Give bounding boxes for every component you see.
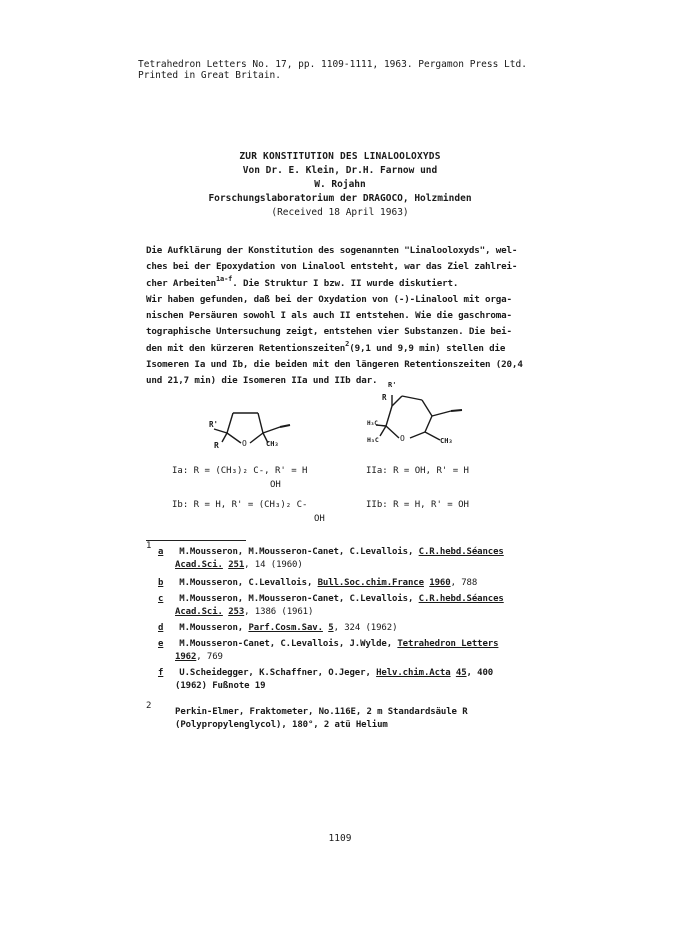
body-fragment: . Die Struktur I bzw. II wurde diskutiert.	[232, 277, 459, 289]
footnote-1f-cont: (1962) Fußnote 19	[175, 681, 266, 691]
footnote-authors: M.Mousseron, M.Mousseron-Canet, C.Levallois,	[179, 594, 419, 604]
body-line: und 21,7 min) die Isomeren IIa und IIb dar.	[146, 375, 378, 387]
footnote-1d	[158, 622, 397, 635]
footnote-1c-cont	[175, 606, 313, 619]
footnote-letter: f	[158, 668, 164, 678]
footnote-1c	[158, 593, 504, 606]
footnote-letter: e	[158, 639, 164, 649]
structure-II-R: R	[382, 393, 387, 402]
structure-II-methyl: CH₃	[440, 437, 453, 445]
body-line: Die Aufklärung der Konstitution des sogenannten "Linalooloxyds", wel-	[146, 245, 518, 256]
structure-I-ring	[214, 413, 290, 443]
footnote-1e	[158, 638, 498, 651]
footnote-journal: Bull.Soc.chim.France	[317, 578, 424, 588]
structure-I-R: R	[214, 441, 219, 450]
footnote-authors: U.Scheidegger, K.Schaffner, O.Jeger,	[179, 668, 377, 678]
isomer-Ia-hydroxyl: OH	[270, 480, 281, 490]
received-date: (Received 18 April 1963)	[271, 207, 409, 218]
footnote-letter: b	[158, 578, 164, 588]
structure-II-gem-methyl-2: H₃C	[367, 436, 379, 444]
structure-I-R-prime: R'	[209, 420, 219, 429]
footnote-ref: 1a-f	[215, 274, 233, 283]
footnote-year: 1962	[175, 652, 197, 662]
structure-I-oxygen: O	[242, 439, 247, 448]
header-line-2: Printed in Great Britain.	[138, 70, 281, 81]
footnote-journal: Acad.Sci.	[175, 607, 223, 617]
footnote-pages: , 1386 (1961)	[244, 607, 314, 617]
structure-II-R-prime: R'	[388, 381, 397, 389]
footnote-1e-cont	[175, 651, 223, 664]
isomer-IIb-definition: IIb: R = H, R' = OH	[366, 500, 469, 510]
footnote-journal: Tetrahedron Letters	[397, 639, 499, 649]
structure-II-oxygen: O	[400, 434, 405, 443]
body-line: nischen Persäuren sowohl I als auch II entstehen. Wie die gaschroma-	[146, 310, 512, 322]
body-fragment: den mit den kürzeren Retentionszeiten	[146, 342, 346, 354]
footnote-journal: Parf.Cosm.Sav.	[248, 623, 323, 633]
footnote-volume: 45	[455, 668, 467, 678]
structure-I-methyl: CH₃	[266, 440, 279, 448]
body-line: ches bei der Epoxydation von Linalool entsteht, war das Ziel zahlrei-	[146, 261, 518, 273]
isomer-IIa-definition: IIa: R = OH, R' = H	[366, 466, 469, 476]
isomer-Ia-definition: Ia: R = (CH₃)₂ C-, R' = H	[172, 466, 308, 476]
authors-line-1: Von Dr. E. Klein, Dr.H. Farnow und	[242, 165, 438, 176]
footnote-1-mark: 1	[146, 541, 152, 551]
affiliation: Forschungslaboratorium der DRAGOCO, Holzminden	[208, 193, 472, 204]
footnote-2-mark: 2	[146, 701, 152, 711]
footnote-ref: 2	[345, 339, 350, 348]
footnote-journal: Acad.Sci.	[175, 560, 223, 570]
footnote-authors: M.Mousseron, C.Levallois,	[179, 578, 318, 588]
footnote-volume: 253	[228, 607, 245, 617]
footnote-authors: M.Mousseron, M.Mousseron-Canet, C.Levallois,	[179, 547, 419, 557]
footnote-journal: C.R.hebd.Séances	[418, 547, 504, 557]
footnote-volume: 251	[228, 560, 245, 570]
footnote-journal: C.R.hebd.Séances	[418, 594, 504, 604]
footnote-letter: c	[158, 594, 164, 604]
body-line: tographische Untersuchung zeigt, entstehen vier Substanzen. Die bei-	[146, 326, 512, 338]
body-fragment: (9,1 und 9,9 min) stellen die	[349, 342, 506, 354]
footnote-pages: , 400	[466, 668, 494, 678]
footnote-authors: M.Mousseron-Canet, C.Levallois, J.Wylde,	[179, 639, 398, 649]
footnote-1a-cont	[175, 559, 303, 572]
footnote-authors: M.Mousseron,	[179, 623, 249, 633]
footnote-letter: d	[158, 623, 164, 633]
footnote-letter: a	[158, 547, 164, 557]
footnote-pages: , 324 (1962)	[333, 623, 398, 633]
footnote-year: 1960	[429, 578, 451, 588]
structure-II-gem-methyl-1: H₃C	[367, 420, 378, 427]
authors-line-2: W. Rojahn	[314, 179, 366, 190]
footnote-separator	[146, 540, 246, 541]
footnote-volume: 5	[328, 623, 334, 633]
body-line: Wir haben gefunden, daß bei der Oxydation von (-)-Linalool mit orga-	[146, 293, 512, 305]
footnote-1f	[158, 667, 493, 680]
isomer-Ib-definition: Ib: R = H, R' = (CH₃)₂ C-	[172, 500, 308, 510]
body-line: Isomeren Ia und Ib, die beiden mit den längeren Retentionszeiten (20,4	[146, 359, 523, 371]
footnote-2-line-2: (Polypropylenglycol), 180°, 2 atü Helium	[175, 720, 388, 730]
isomer-Ib-hydroxyl: OH	[314, 514, 325, 524]
footnote-pages: , 769	[196, 652, 223, 662]
footnote-journal: Helv.chim.Acta	[376, 668, 451, 678]
footnote-1a	[158, 546, 504, 559]
footnote-pages: , 14 (1960)	[244, 560, 303, 570]
paper-title: ZUR KONSTITUTION DES LINALOOLOXYDS	[239, 151, 441, 162]
page-number: 1109	[328, 833, 352, 844]
footnote-pages: , 788	[450, 578, 478, 588]
footnote-2-line-1: Perkin-Elmer, Fraktometer, No.116E, 2 m Standardsäule R	[175, 707, 468, 717]
header-line-1: Tetrahedron Letters No. 17, pp. 1109-1111, 1963. Pergamon Press Ltd.	[138, 59, 527, 70]
structure-II-ring	[376, 395, 462, 440]
footnote-1b	[158, 577, 477, 590]
body-fragment: cher Arbeiten	[146, 277, 216, 289]
